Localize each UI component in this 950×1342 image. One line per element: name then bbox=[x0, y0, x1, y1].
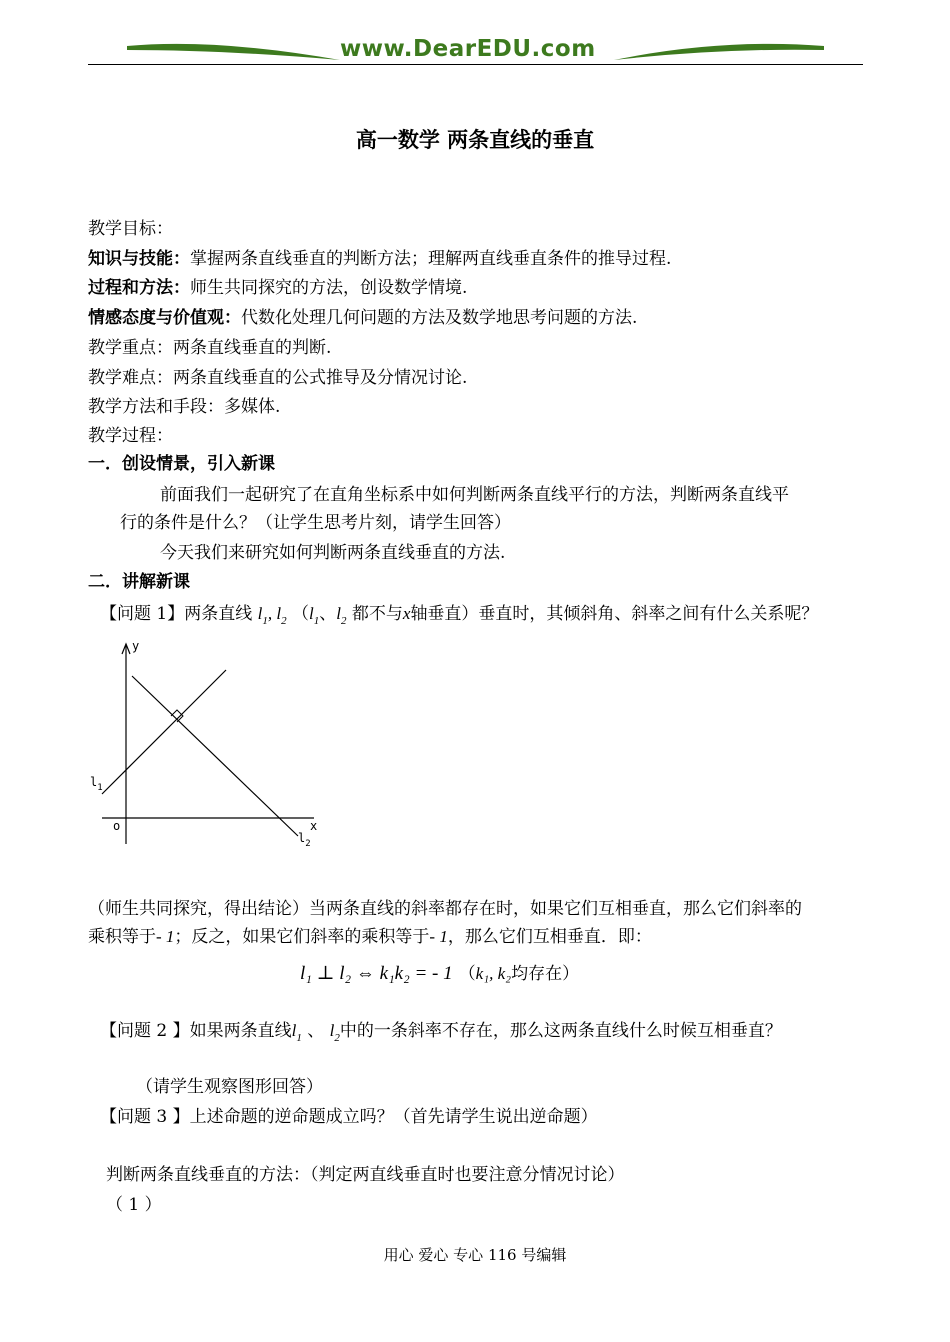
q1-sep: 、 bbox=[319, 604, 337, 624]
focus-label: 教学重点： bbox=[88, 338, 173, 358]
method-line: 判断两条直线垂直的方法：（判定两直线垂直时也要注意分情况讨论） bbox=[106, 1165, 625, 1185]
header-swoosh-right bbox=[612, 36, 827, 64]
formula-cond-text: 均存在） bbox=[511, 964, 580, 984]
question1 bbox=[100, 603, 818, 632]
page-footer: 用心 爱心 专心 116 号编辑 bbox=[383, 1246, 567, 1264]
q1-l2-math: $l_2$ bbox=[336, 604, 347, 627]
q2-suffix: 中的一条斜率不存在，那么这两条直线什么时候互相垂直？ bbox=[339, 1021, 782, 1041]
perpendicular-lines-diagram bbox=[88, 632, 338, 854]
formula-cond-open: （ bbox=[458, 964, 476, 984]
q1-l1-math: $l_1$ bbox=[309, 604, 320, 627]
knowledge-row bbox=[88, 248, 671, 270]
section2-heading: 二．讲解新课 bbox=[88, 572, 190, 592]
neg-one-b: - 1 bbox=[429, 927, 448, 946]
methods-text: 多媒体. bbox=[224, 397, 281, 417]
l2-label: $l_2$ bbox=[298, 831, 311, 849]
knowledge-text: 掌握两条直线垂直的判断方法；理解两直线垂直条件的推导过程. bbox=[190, 249, 672, 269]
emotion-text: 代数化处理几何问题的方法及数学地思考问题的方法. bbox=[241, 308, 638, 328]
section1-heading: 一．创设情景，引入新课 bbox=[88, 454, 275, 474]
formula-math: l₁ ⊥ l₂ ⇔ k₁k₂ = - 1 bbox=[300, 963, 453, 984]
line-l2 bbox=[132, 676, 298, 836]
l1-label: $l_1$ bbox=[90, 775, 103, 793]
difficulty-label: 教学难点： bbox=[88, 368, 173, 388]
page-title: 高一数学 两条直线的垂直 bbox=[355, 128, 595, 152]
q2-hint: （请学生观察图形回答） bbox=[136, 1077, 323, 1097]
process-row bbox=[88, 277, 467, 299]
formula-cond-vars: k₁, k₂ bbox=[475, 964, 512, 983]
conclusion-line1: （师生共同探究，得出结论）当两条直线的斜率都存在时，如果它们互相垂直，那么它们斜率的 bbox=[88, 899, 802, 919]
goals-heading: 教学目标： bbox=[88, 219, 173, 239]
q2-l2-math: $l_2$ bbox=[329, 1021, 340, 1044]
site-logo: www.DearEDU.com bbox=[340, 36, 596, 62]
q2-prefix: 【问题 2 】如果两条直线 bbox=[100, 1021, 292, 1041]
process-label: 过程和方法： bbox=[88, 278, 190, 298]
section1-para2: 今天我们来研究如何判断两条直线垂直的方法. bbox=[160, 543, 506, 563]
procedure-label: 教学过程： bbox=[88, 426, 173, 446]
focus-row bbox=[88, 337, 331, 359]
q2-l1-math: $l_1$ bbox=[291, 1021, 302, 1044]
question2 bbox=[100, 1020, 782, 1049]
difficulty-row bbox=[88, 367, 467, 389]
section1-para1-line1: 前面我们一起研究了在直角坐标系中如何判断两条直线平行的方法，判断两条直线平 bbox=[160, 485, 789, 505]
q1-prefix: 【问题 1】两条直线 bbox=[100, 604, 253, 624]
difficulty-text: 两条直线垂直的公式推导及分情况讨论. bbox=[173, 368, 468, 388]
conclusion-line2-a: 乘积等于 bbox=[88, 927, 156, 947]
knowledge-label: 知识与技能： bbox=[88, 249, 190, 269]
header-swoosh-left bbox=[125, 36, 345, 64]
q1-lines-math: $l_1$, $l_2$ bbox=[257, 604, 287, 627]
method-item-1: （ 1 ） bbox=[106, 1195, 162, 1215]
focus-text: 两条直线垂直的判断. bbox=[173, 338, 332, 358]
q1-x-axis: x bbox=[402, 604, 411, 623]
conclusion-line2 bbox=[88, 926, 652, 948]
neg-one-a: - 1 bbox=[156, 927, 175, 946]
line-l1 bbox=[102, 670, 226, 794]
q1-mid1: （ bbox=[292, 604, 310, 624]
perpendicular-formula bbox=[300, 962, 579, 985]
conclusion-line2-b: ；反之，如果它们斜率的乘积等于 bbox=[174, 927, 430, 947]
q1-mid2: 都不与 bbox=[351, 604, 403, 624]
emotion-row bbox=[88, 307, 637, 329]
process-text: 师生共同探究的方法，创设数学情境. bbox=[190, 278, 468, 298]
methods-label: 教学方法和手段： bbox=[88, 397, 224, 417]
x-axis-label: x bbox=[310, 819, 318, 833]
origin-label: o bbox=[113, 819, 121, 833]
header-divider bbox=[88, 64, 863, 65]
q1-suffix: 轴垂直）垂直时，其倾斜角、斜率之间有什么关系呢？ bbox=[410, 604, 819, 624]
y-axis-label: y bbox=[132, 639, 140, 653]
conclusion-line2-c: ，那么它们互相垂直．即： bbox=[447, 927, 652, 947]
q2-sep: 、 bbox=[307, 1021, 325, 1041]
emotion-label: 情感态度与价值观： bbox=[88, 308, 241, 328]
methods-row bbox=[88, 396, 280, 418]
question3: 【问题 3 】上述命题的逆命题成立吗？（首先请学生说出逆命题） bbox=[100, 1107, 598, 1127]
section1-para1-line2: 行的条件是什么？（让学生思考片刻，请学生回答） bbox=[120, 513, 511, 533]
